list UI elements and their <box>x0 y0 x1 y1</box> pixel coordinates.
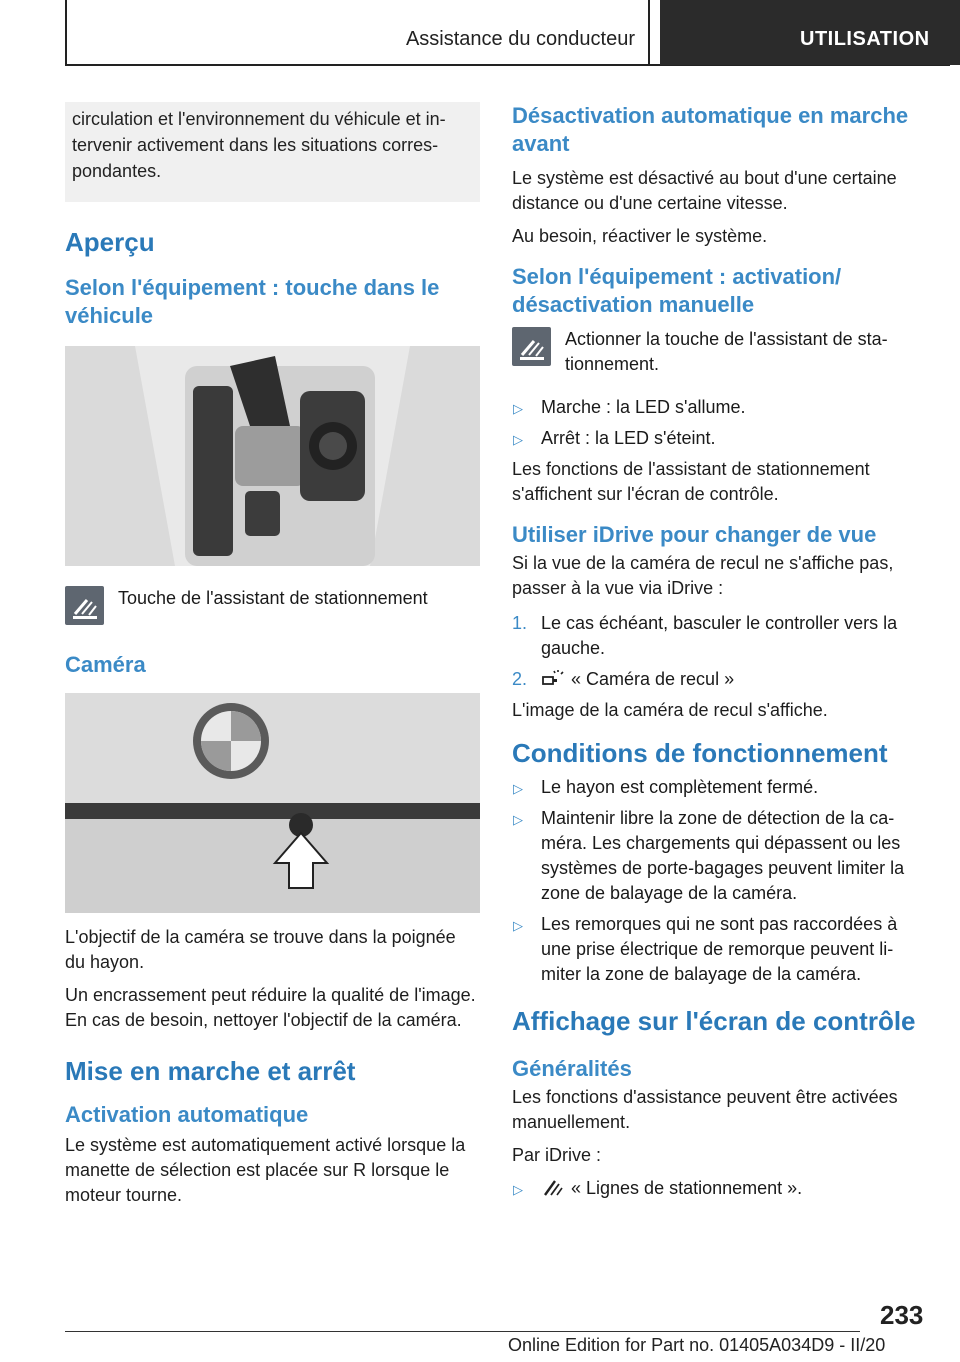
triangle-bullet-icon: ▷ <box>513 812 523 827</box>
conditions-bullet-list <box>512 775 927 987</box>
intro-note <box>65 102 480 202</box>
triangle-bullet-icon: ▷ <box>513 401 523 416</box>
heading-manuelle: Selon l'équipement : activation/ désactivation manuelle <box>512 264 842 317</box>
triangle-bullet-icon: ▷ <box>513 1182 523 1197</box>
heading-activation: Activation automatique <box>65 1102 309 1127</box>
list-item: ▷ Le hayon est complètement fermé. <box>512 775 927 800</box>
page-number: 233 <box>880 1300 924 1330</box>
header-section-title: Assistance du conducteur <box>405 28 635 50</box>
camera-paragraph-2: Un encrassement peut réduire la qualité de l'image. En cas de besoin, nettoyer l'objectif de la caméra. <box>65 985 476 1030</box>
footer-rule <box>65 1331 860 1332</box>
list-item: ▷ « Lignes de stationnement ». <box>512 1176 927 1201</box>
manual-paragraph: Les fonctions de l'assistant de stationnement s'affichent sur l'écran de contrôle. <box>512 459 870 504</box>
desactivation-paragraph-1: Le système est désactivé au bout d'une certaine distance ou d'une certaine vitesse. <box>512 168 897 213</box>
camera-paragraph-1: L'objectif de la caméra se trouve dans la poignée du hayon. <box>65 927 456 972</box>
header-chapter-title: UTILISATION <box>800 28 930 50</box>
parking-assistant-icon <box>65 586 104 625</box>
list-item: 2. « Caméra de recul » <box>512 669 735 689</box>
list-item: 1. Le cas échéant, basculer le controller vers la gauche. <box>512 613 898 658</box>
activation-paragraph: Le système est automatiquement activé lorsque la manette de sélection est placée sur R lorsque le moteur tourne. <box>65 1135 466 1205</box>
parking-lines-icon <box>541 1177 565 1197</box>
list-item: ▷ Les remorques qui ne sont pas raccordées à une prise électrique de remorque peuvent li-miter la zone de balayage de la caméra. <box>513 914 898 984</box>
heading-conditions: Conditions de fonctionnement <box>512 738 888 768</box>
rear-camera-icon <box>541 668 565 688</box>
generalites-paragraph-1: Les fonctions d'assistance peuvent être activées manuellement. <box>512 1087 898 1132</box>
console-illustration <box>65 346 480 566</box>
intro-text: circulation et l'environnement du véhicule et in-tervenir activement dans les situations corres-pondantes. <box>72 109 446 181</box>
list-item: ▷ Maintenir libre la zone de détection de la ca-méra. Les chargements qui dépassent ou les systèmes de porte-bagages peuvent limiter la zone de balayage de la caméra. <box>513 808 905 903</box>
figure-camera <box>65 693 480 913</box>
manual-key-instruction-text: Actionner la touche de l'assistant de sta-tionnement. <box>565 329 888 374</box>
footer-edition: Online Edition for Part no. 01405A034D9 - II/20 <box>508 1335 886 1355</box>
manual-bullet-list <box>512 395 927 451</box>
list-item: ▷ Arrêt : la LED s'éteint. <box>512 426 927 451</box>
heading-generalites: Généralités <box>512 1056 632 1081</box>
heading-touche: Selon l'équipement : touche dans le véhicule <box>65 275 440 328</box>
desactivation-paragraph-2: Au besoin, réactiver le système. <box>512 226 768 246</box>
heading-desactivation: Désactivation automatique en marche avant <box>512 103 909 156</box>
parking-key-caption-text: Touche de l'assistant de stationnement <box>118 588 428 608</box>
list-item: ▷ Marche : la LED s'allume. <box>512 395 927 420</box>
figure-console <box>65 346 480 566</box>
idrive-paragraph: Si la vue de la caméra de recul ne s'affiche pas, passer à la vue via iDrive : <box>512 553 894 598</box>
right-column <box>512 102 927 1207</box>
parking-key-caption <box>65 586 480 625</box>
manual-key-instruction <box>512 327 927 377</box>
triangle-bullet-icon: ▷ <box>513 781 523 796</box>
triangle-bullet-icon: ▷ <box>513 918 523 933</box>
heading-idrive: Utiliser iDrive pour changer de vue <box>512 522 877 547</box>
triangle-bullet-icon: ▷ <box>513 432 523 447</box>
idrive-result-paragraph: L'image de la caméra de recul s'affiche. <box>512 700 828 720</box>
heading-apercu: Aperçu <box>65 227 155 257</box>
left-column <box>65 102 480 1208</box>
generalites-paragraph-2: Par iDrive : <box>512 1145 602 1165</box>
parking-assistant-icon <box>512 327 551 366</box>
idrive-steps <box>512 611 927 692</box>
generalites-bullet-list <box>512 1176 927 1201</box>
heading-affichage: Affichage sur l'écran de contrôle <box>512 1006 916 1036</box>
camera-illustration <box>65 693 480 913</box>
heading-camera: Caméra <box>65 652 146 677</box>
heading-mise-en-marche: Mise en marche et arrêt <box>65 1056 356 1086</box>
